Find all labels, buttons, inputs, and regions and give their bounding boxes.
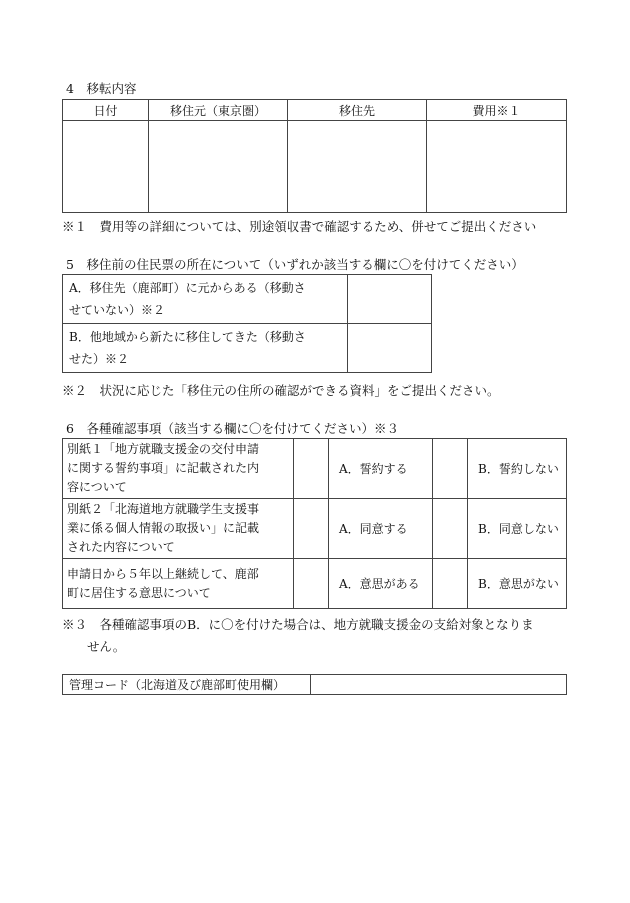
origin-cell[interactable]	[149, 121, 288, 213]
residence-option-a	[63, 275, 348, 324]
note-3-line1: ※３ 各種確認事項のB．に〇を付けた場合は、地方就職支援金の支給対象となりま	[62, 617, 534, 632]
management-code-field[interactable]	[311, 675, 567, 695]
item-2-option-a: A．同意する	[329, 499, 433, 559]
item-1-line2: に関する誓約事項」に記載された内	[67, 461, 260, 475]
item-2-line3: された内容について	[67, 540, 175, 554]
table-row	[63, 675, 567, 695]
item-2-a-mark[interactable]	[294, 499, 329, 559]
confirm-item-2	[63, 499, 294, 559]
item-3-line1: 申請日から５年以上継続して、鹿部	[67, 566, 259, 581]
residence-option-a-mark[interactable]	[348, 275, 432, 324]
table-row	[63, 439, 567, 499]
option-a-line2: せていない）※２	[69, 303, 166, 317]
item-2-option-b: B．同意しない	[468, 499, 567, 559]
item-3-option-a: A．意思がある	[329, 559, 433, 609]
table-row	[63, 275, 432, 324]
note-1: ※１ 費用等の詳細については、別途領収書で確認するため、併せてご提出ください	[62, 219, 537, 234]
item-1-a-mark[interactable]	[294, 439, 329, 499]
residence-table	[62, 274, 432, 373]
item-3-line2: 町に居住する意思について	[67, 585, 211, 600]
table-row	[63, 559, 567, 609]
confirmation-table	[62, 438, 567, 609]
table-header-row	[63, 100, 567, 121]
header-cost: 費用※１	[427, 100, 567, 121]
date-cell[interactable]	[63, 121, 149, 213]
item-1-b-mark[interactable]	[433, 439, 468, 499]
management-code-label: 管理コード（北海道及び鹿部町使用欄）	[63, 675, 311, 695]
header-origin: 移住元（東京圏）	[149, 100, 288, 121]
item-3-option-b: B．意思がない	[468, 559, 567, 609]
section-6-title: 6 各種確認事項（該当する欄に〇を付けてください）※３	[66, 421, 399, 436]
option-a-line1: A．移住先（鹿部町）に元からある（移動さ	[69, 281, 306, 295]
item-3-b-mark[interactable]	[433, 559, 468, 609]
item-2-line1: 別紙２「北海道地方就職学生支援事	[67, 502, 260, 516]
transfer-details-table	[62, 99, 567, 213]
option-b-line1: B．他地域から新たに移住してきた（移動さ	[69, 330, 306, 344]
table-row	[63, 324, 432, 373]
destination-cell[interactable]	[288, 121, 427, 213]
item-2-b-mark[interactable]	[433, 499, 468, 559]
residence-option-b	[63, 324, 348, 373]
item-2-line2: 業に係る個人情報の取扱い」に記載	[67, 521, 260, 535]
residence-option-b-mark[interactable]	[348, 324, 432, 373]
item-1-option-b: B．誓約しない	[468, 439, 567, 499]
item-1-option-a: A．誓約する	[329, 439, 433, 499]
header-destination: 移住先	[288, 100, 427, 121]
section-4-title: 4 移転内容	[66, 81, 137, 96]
confirm-item-3	[63, 559, 294, 609]
confirm-item-1	[63, 439, 294, 499]
note-3-line2: せん。	[87, 639, 126, 654]
item-1-line1: 別紙１「地方就職支援金の交付申請	[67, 442, 260, 456]
note-2: ※２ 状況に応じた「移住元の住所の確認ができる資料」をご提出ください。	[62, 383, 500, 398]
header-date: 日付	[63, 100, 149, 121]
item-1-line3: 容について	[67, 480, 127, 494]
section-5-title: 5 移住前の住民票の所在について（いずれか該当する欄に〇を付けてください）	[66, 257, 524, 272]
table-row	[63, 121, 567, 213]
option-b-line2: せた）※２	[69, 352, 130, 366]
management-code-table	[62, 674, 567, 695]
item-3-a-mark[interactable]	[294, 559, 329, 609]
table-row	[63, 499, 567, 559]
cost-cell[interactable]	[427, 121, 567, 213]
